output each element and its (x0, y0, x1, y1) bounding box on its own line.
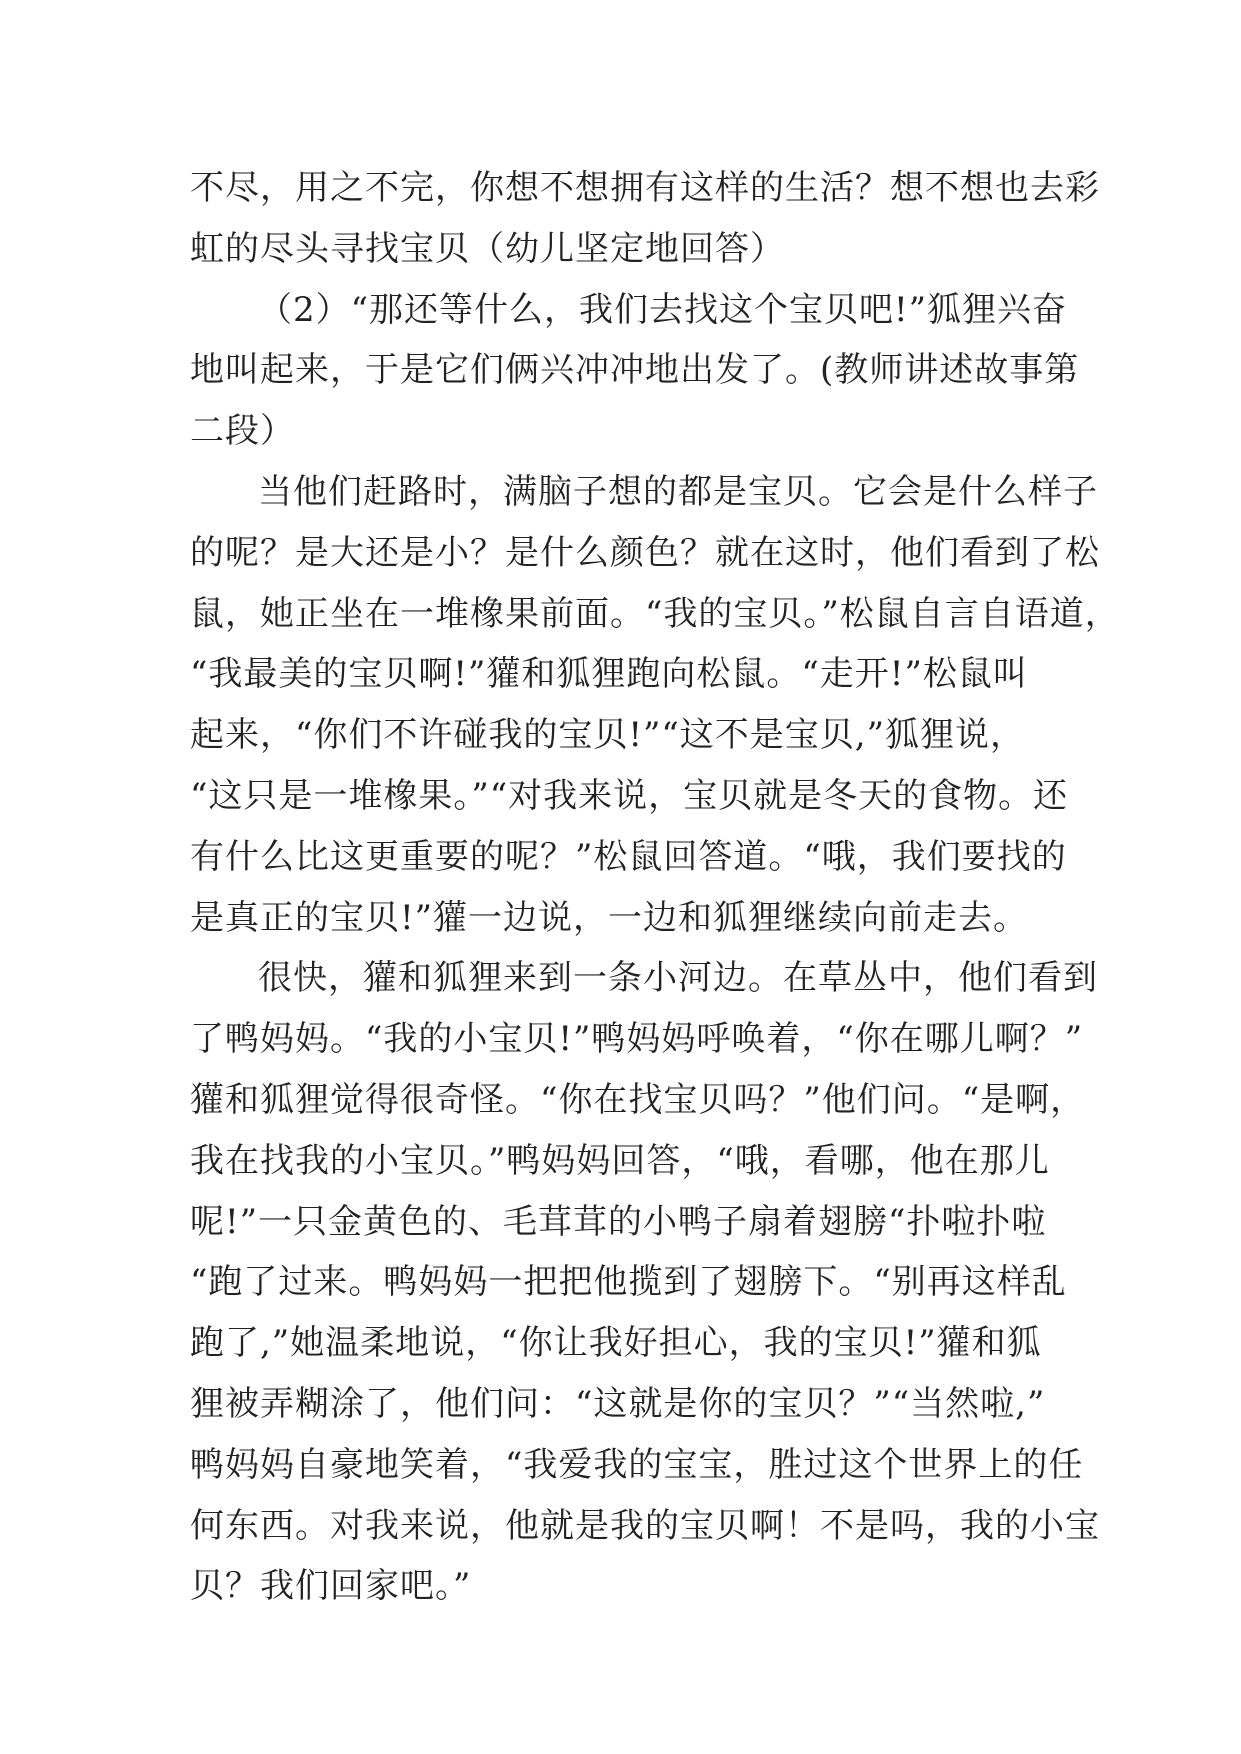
text-line: 虹的尽头寻找宝贝（幼儿坚定地回答） (190, 228, 785, 269)
text-line: 当他们赶路时，满脑子想的都是宝贝。它会是什么样子 (258, 471, 1098, 512)
text-line: 地叫起来，于是它们俩兴冲冲地出发了。(教师讲述故事第 (190, 350, 1080, 391)
text-line: 獾和狐狸觉得很奇怪。“你在找宝贝吗？”他们问。“是啊， (190, 1079, 1086, 1120)
text-line: 狸被弄糊涂了，他们问：“这就是你的宝贝？”“当然啦,” (190, 1383, 1046, 1424)
text-line: 不尽，用之不完，你想不想拥有这样的生活？想不想也去彩 (190, 168, 1100, 208)
text-line: “这只是一堆橡果。”“对我来说，宝贝就是冬天的食物。还 (190, 775, 1069, 816)
text-line: 是真正的宝贝!”獾一边说，一边和狐狸继续向前走去。 (190, 897, 1029, 938)
text-line: 我在找我的小宝贝。”鸭妈妈回答，“哦，看哪，他在那儿 (190, 1140, 1050, 1181)
text-line: 二段） (190, 411, 295, 452)
story-text (190, 158, 1120, 1617)
text-line: （2）“那还等什么，我们去找这个宝贝吧!”狐狸兴奋 (258, 289, 1068, 330)
text-line: 有什么比这更重要的呢？”松鼠回答道。“哦，我们要找的 (190, 836, 1067, 877)
text-line: 鸭妈妈自豪地笑着，“我爱我的宝宝，胜过这个世界上的任 (190, 1444, 1084, 1485)
text-line: 何东西。对我来说，他就是我的宝贝啊！不是吗，我的小宝 (190, 1505, 1100, 1546)
text-line: 了鸭妈妈。“我的小宝贝!”鸭妈妈呼唤着，“你在哪儿啊？” (190, 1019, 1084, 1060)
text-line: 很快，獾和狐狸来到一条小河边。在草丛中，他们看到 (258, 958, 1098, 999)
text-line: 跑了,”她温柔地说，“你让我好担心，我的宝贝!”獾和狐 (190, 1323, 1042, 1364)
text-line: 贝？我们回家吧。” (190, 1566, 472, 1607)
text-line: 呢!”一只金黄色的、毛茸茸的小鸭子扇着翅膀“扑啦扑啦 (190, 1201, 1047, 1242)
text-line: 的呢？是大还是小？是什么颜色？就在这时，他们看到了松 (190, 532, 1100, 573)
text-line: 鼠，她正坐在一堆橡果前面。“我的宝贝。”松鼠自言自语道， (190, 593, 1120, 634)
text-line: “跑了过来。鸭妈妈一把把他揽到了翅膀下。“别再这样乱 (190, 1262, 1067, 1303)
text-line: “我最美的宝贝啊!”獾和狐狸跑向松鼠。“走开!”松鼠叫 (190, 654, 1028, 695)
text-line: 起来，“你们不许碰我的宝贝!”“这不是宝贝,”狐狸说， (190, 715, 1025, 756)
